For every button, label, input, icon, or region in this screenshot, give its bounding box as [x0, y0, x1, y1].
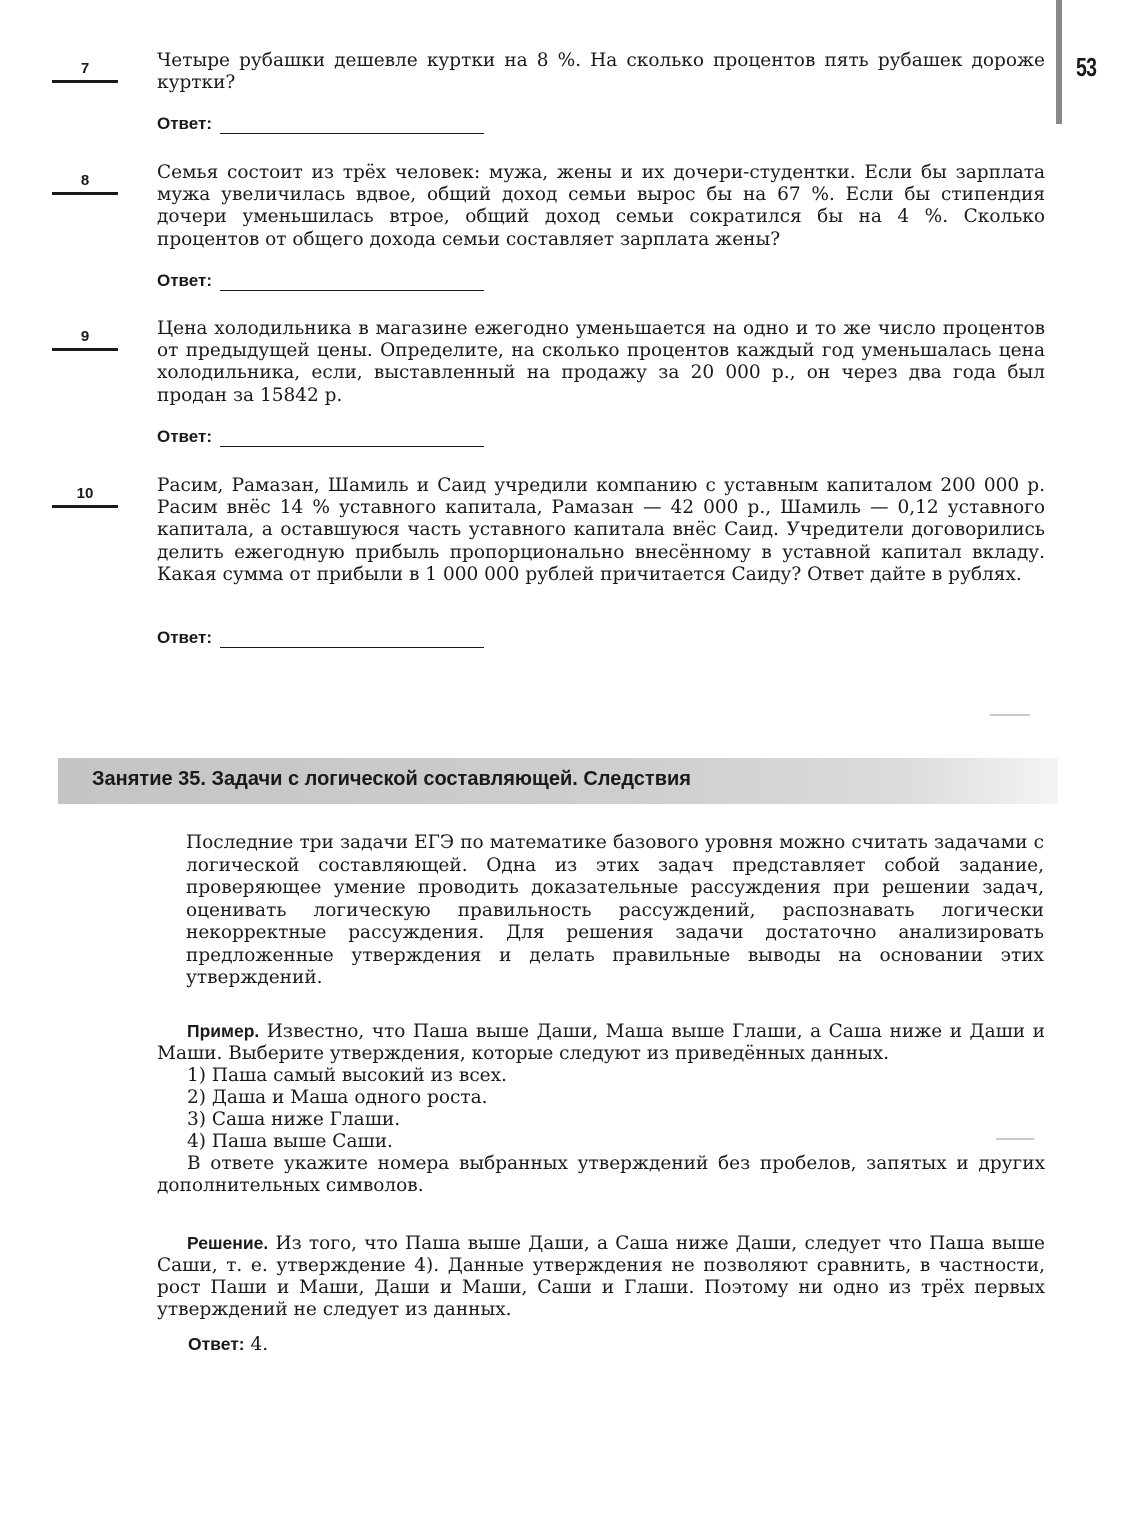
answer-field[interactable]: [220, 119, 484, 134]
answer-row-7: [157, 114, 484, 134]
task-number: 10: [52, 485, 118, 508]
answer-field[interactable]: [220, 276, 484, 291]
answer-row-10: [157, 628, 484, 648]
section-title: Занятие 35. Задачи с логической составляющей. Следствия: [92, 768, 691, 790]
answer-label: Ответ:: [157, 427, 212, 446]
task-number: 9: [52, 328, 118, 351]
task-text: Цена холодильника в магазине ежегодно уменьшается на одно и то же число процентов от предыдущей цены. Определите, на сколько процентов каждый год уменьшалась цена холодильника, если, выставленный на продажу за 20 000 р., он через два года был продан за 15842 р.: [157, 318, 1045, 406]
statement-item: 4) Паша выше Саши.: [187, 1131, 393, 1152]
example-label: Пример.: [187, 1021, 260, 1041]
final-answer-value: 4.: [250, 1334, 269, 1355]
task-number: 7: [52, 60, 118, 83]
example-text: Известно, что Паша выше Даши, Маша выше Глаши, а Саша ниже и Даши и Маши. Выберите утверждения, которые следуют из приведённых данных.: [157, 1021, 1045, 1064]
task-number: 8: [52, 172, 118, 195]
page-number: 53: [1076, 52, 1097, 82]
section-intro: Последние три задачи ЕГЭ по математике базового уровня можно считать задачами с логической составляющей. Одна из этих задач представляет собой задание, проверяющее умение проводить доказательные рассуждения при решении задач, оценивать логическую правильность рассуждений, распознавать логически некорректные рассуждения. Для решения задачи достаточно анализировать предложенные утверждения и делать правильные выводы на основании этих утверждений.: [186, 832, 1044, 988]
solution-paragraph: [157, 1232, 1045, 1321]
scan-speck: [990, 714, 1030, 716]
task-text: Четыре рубашки дешевле куртки на 8 %. На сколько процентов пять рубашек дороже куртки?: [157, 50, 1045, 94]
example-instruction: В ответе укажите номера выбранных утверждений без пробелов, запятых и других дополнительных символов.: [157, 1153, 1045, 1196]
solution-text: Из того, что Паша выше Даши, а Саша ниже Даши, следует что Паша выше Саши, т. е. утверждение 4). Данные утверждения не позволяют сравнить, в частности, рост Паши и Маши, Даши и Маши, Саши и Глаши. Поэтому ни одно из трёх первых утверждений не следует из данных.: [157, 1233, 1045, 1320]
solution-label: Решение.: [187, 1233, 269, 1253]
answer-label: Ответ:: [157, 628, 212, 647]
example-block: [157, 1020, 1045, 1197]
answer-label: Ответ:: [157, 114, 212, 133]
final-answer: [188, 1334, 268, 1355]
final-answer-label: Ответ:: [188, 1334, 245, 1354]
statement-item: 3) Саша ниже Глаши.: [187, 1109, 401, 1130]
answer-row-8: [157, 271, 484, 291]
task-text: Расим, Рамазан, Шамиль и Саид учредили компанию с уставным капиталом 200 000 р. Расим внёс 14 % уставного капитала, Рамазан — 42 000 р., Шамиль — 0,12 уставного капитала, а оставшуюся часть уставного капитала внёс Саид. Учредители договорились делить ежегодную прибыль пропорционально внесённому в уставной капитал вкладу. Какая сумма от прибыли в 1 000 000 рублей причитается Саиду? Ответ дайте в рублях.: [157, 475, 1045, 585]
example-paragraph: [157, 1020, 1045, 1065]
answer-field[interactable]: [220, 432, 484, 447]
answer-field[interactable]: [220, 633, 484, 648]
answer-row-9: [157, 427, 484, 447]
statement-item: 1) Паша самый высокий из всех.: [187, 1065, 507, 1086]
page-edge-bar: [1056, 0, 1062, 124]
task-text: Семья состоит из трёх человек: мужа, жены и их дочери-студентки. Если бы зарплата мужа увеличилась вдвое, общий доход семьи вырос бы на 67 %. Если бы стипендия дочери уменьшилась втрое, общий доход семьи сократился бы на 4 %. Сколько процентов от общего дохода семьи составляет зарплата жены?: [157, 162, 1045, 250]
answer-label: Ответ:: [157, 271, 212, 290]
statement-item: 2) Даша и Маша одного роста.: [187, 1087, 488, 1108]
